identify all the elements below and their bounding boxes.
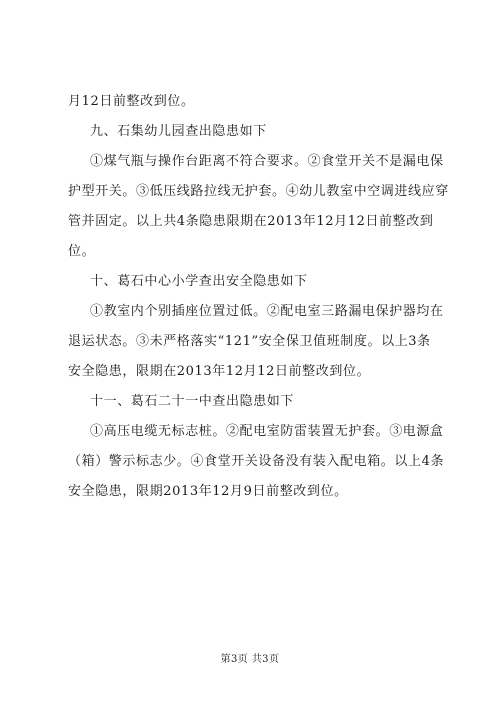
- page-footer: 第3页 共3页: [220, 654, 280, 665]
- paragraph-line: 月12日前整改到位。: [68, 94, 195, 109]
- section-heading-10: 十、葛石中心小学查出安全隐患如下: [90, 274, 308, 289]
- paragraph-line: 位。: [68, 244, 96, 259]
- paragraph-line: 退运状态。③未严格落实“121”安全保卫值班制度。以上3条: [68, 334, 431, 349]
- paragraph-line: 安全隐患，限期在2013年12月12日前整改到位。: [68, 364, 371, 379]
- paragraph-line: ①教室内个别插座位置过低。②配电室三路漏电保护器均在: [90, 304, 444, 319]
- paragraph-line: （箱）警示标志少。④食堂开关设备没有装入配电箱。以上4条: [68, 454, 445, 469]
- section-heading-9: 九、石集幼儿园查出隐患如下: [90, 124, 267, 139]
- paragraph-line: ①高压电缆无标志桩。②配电室防雷装置无护套。③电源盒: [90, 424, 444, 439]
- paragraph-line: 安全隐患，限期2013年12月9日前整改到位。: [68, 484, 348, 499]
- paragraph-line: 管并固定。以上共4条隐患限期在2013年12月12日前整改到: [68, 214, 434, 229]
- paragraph-line: 护型开关。③低压线路拉线无护套。④幼儿教室中空调进线应穿: [68, 184, 449, 199]
- paragraph-line: ①煤气瓶与操作台距离不符合要求。②食堂开关不是漏电保: [90, 154, 444, 169]
- section-heading-11: 十一、葛石二十一中查出隐患如下: [90, 394, 295, 409]
